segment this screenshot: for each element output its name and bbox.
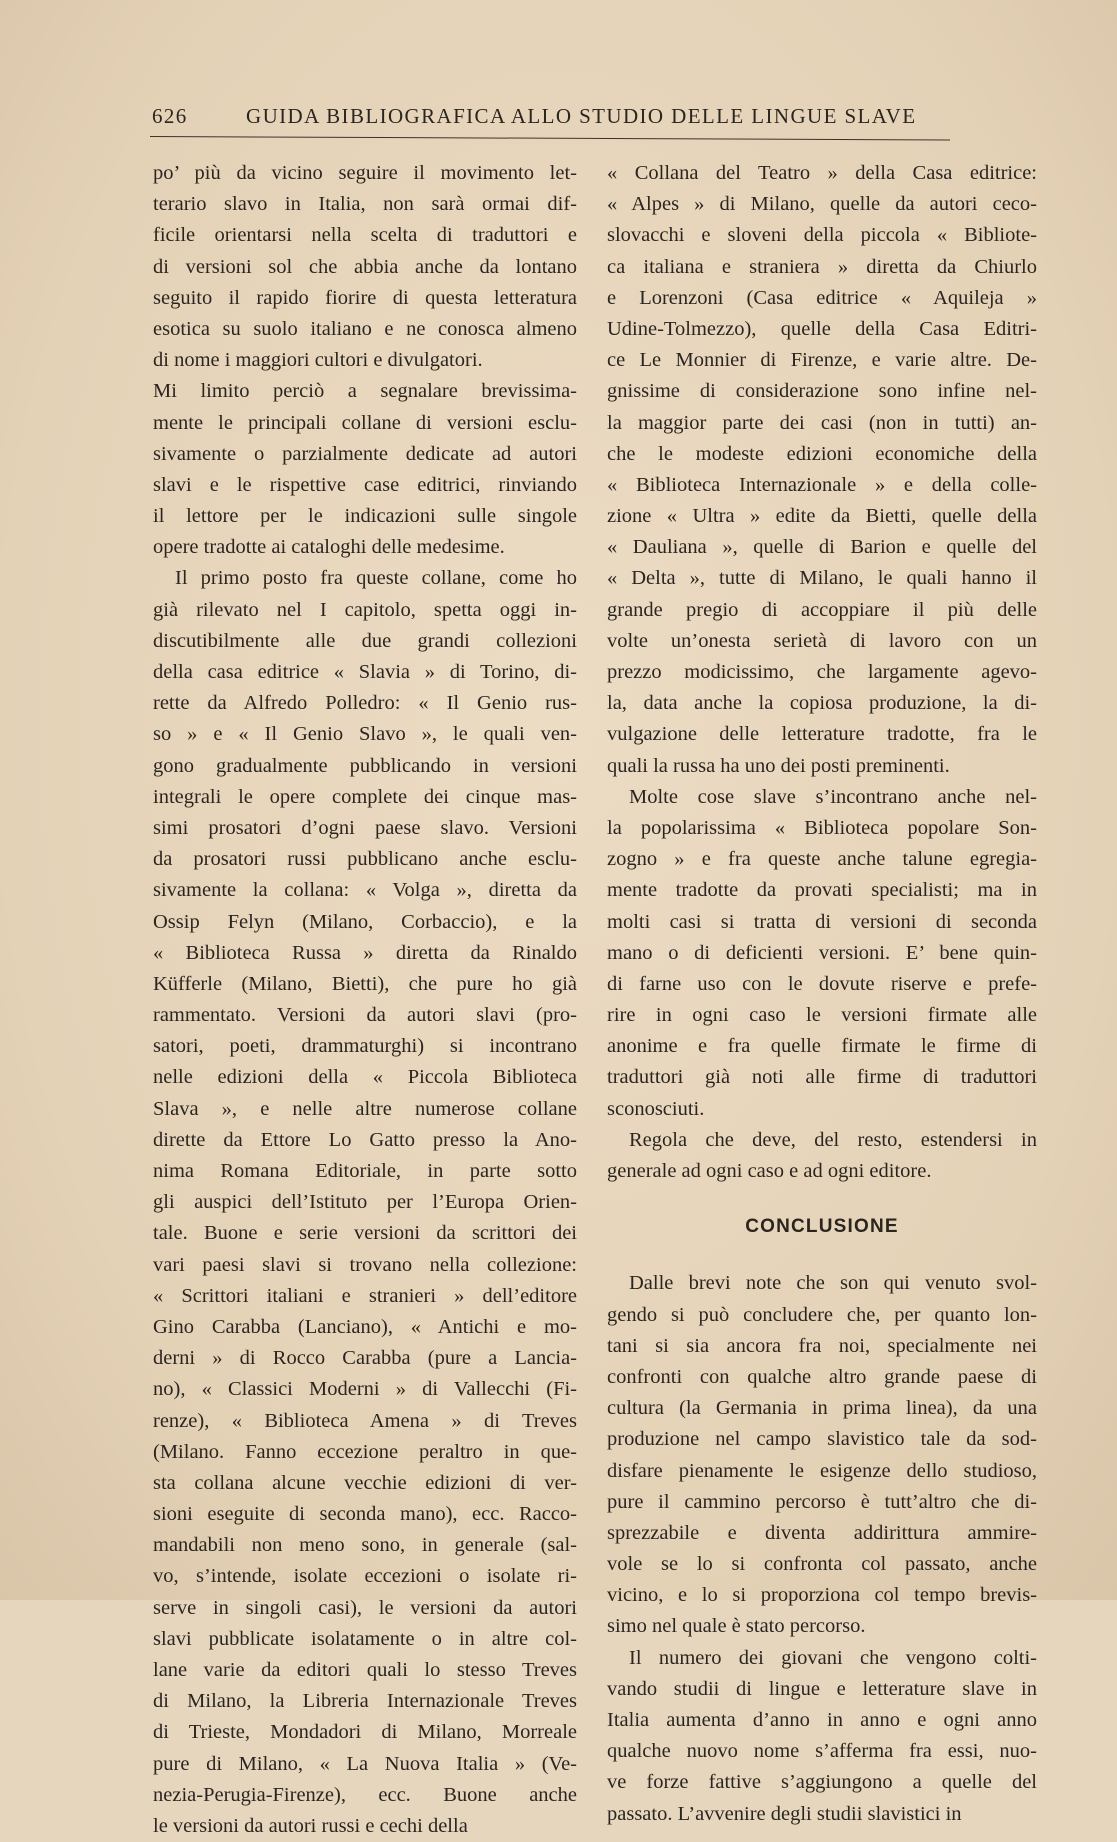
- text-line: di farne uso con le dovute riserve e prefe-: [607, 972, 1037, 995]
- text-line: ce Le Monnier di Firenze, e varie altre. De-: [607, 349, 1037, 372]
- text-line: nezia-Perugia-Firenze), ecc. Buone anche: [153, 1783, 577, 1806]
- text-line: la maggior parte dei casi (non in tutti) an-: [607, 411, 1037, 434]
- right-column-lower-text: [607, 1268, 1037, 1829]
- text-line: mente tradotte da provati specialisti; ma in: [607, 879, 1037, 902]
- text-line: pure di Milano, « La Nuova Italia » (Ve-: [153, 1752, 577, 1775]
- text-line: sconosciuti.: [607, 1097, 705, 1120]
- text-line: produzione nel campo slavistico tale da sod-: [607, 1428, 1037, 1451]
- text-line: pure il cammino percorso è tutt’altro che di-: [607, 1490, 1037, 1513]
- text-line: sta collana alcune vecchie edizioni di ver-: [153, 1471, 577, 1494]
- text-line: slovacchi e sloveni della piccola « Bibliote-: [607, 224, 1037, 247]
- text-line: qualche nuovo nome s’afferma fra essi, nuo-: [607, 1740, 1037, 1763]
- text-line: ficile orientarsi nella scelta di traduttori e: [153, 224, 577, 247]
- text-line: grande pregio di accoppiare il più delle: [607, 598, 1037, 621]
- text-line: terario slavo in Italia, non sarà ormai dif-: [153, 193, 577, 216]
- text-line: ve forze fattive s’aggiungono a quelle del: [607, 1771, 1037, 1794]
- text-line: Dalle brevi note che son qui venuto svol-: [629, 1272, 1037, 1295]
- text-line: « Delta », tutte di Milano, le quali hanno il: [607, 567, 1037, 590]
- text-line: di Trieste, Mondadori di Milano, Morreale: [153, 1721, 577, 1744]
- text-line: e Lorenzoni (Casa editrice « Aquileja »: [607, 286, 1037, 309]
- text-line: opere tradotte ai cataloghi delle medesime.: [153, 536, 505, 559]
- text-line: « Biblioteca Russa » diretta da Rinaldo: [153, 941, 577, 964]
- text-line: gli auspici dell’Istituto per l’Europa Orien-: [153, 1191, 577, 1214]
- text-line: lane varie da editori quali lo stesso Treves: [153, 1659, 577, 1681]
- text-line: la, data anche la copiosa produzione, la di-: [607, 692, 1037, 715]
- text-line: generale ad ogni caso e ad ogni editore.: [607, 1160, 932, 1182]
- text-line: prezzo modicissimo, che largamente agevo-: [607, 661, 1037, 683]
- text-line: Udine-Tolmezzo), quelle della Casa Editri-: [607, 317, 1037, 340]
- text-line: Gino Carabba (Lanciano), « Antichi e mo-: [153, 1315, 577, 1338]
- text-line: quali la russa ha uno dei posti preminenti.: [607, 754, 950, 777]
- running-head: GUIDA BIBLIOGRAFICA ALLO STUDIO DELLE LINGUE SLAVE: [246, 104, 917, 128]
- text-line: mandabili non meno sono, in generale (sal-: [153, 1534, 577, 1557]
- text-line: molti casi si tratta di versioni di seconda: [607, 910, 1037, 933]
- text-line: nelle edizioni della « Piccola Biblioteca: [153, 1066, 577, 1089]
- right-column-upper-text: [607, 158, 1037, 1187]
- text-line: tale. Buone e serie versioni da scrittori dei: [153, 1222, 577, 1245]
- text-line: vari paesi slavi si trovano nella collezione:: [153, 1253, 577, 1276]
- text-line: zione « Ultra » edite da Bietti, quelle della: [607, 505, 1037, 528]
- text-line: mente le principali collane di versioni esclu-: [153, 411, 577, 434]
- page-number: 626: [152, 104, 188, 128]
- text-line: vicino, e lo si proporziona col tempo brevis-: [607, 1584, 1037, 1607]
- text-line: sivamente la collana: « Volga », diretta da: [153, 879, 577, 902]
- text-line: renze), « Biblioteca Amena » di Treves: [153, 1409, 577, 1432]
- text-line: Il numero dei giovani che vengono colti-: [629, 1646, 1037, 1669]
- text-line: sprezzabile e diventa addirittura ammire-: [607, 1521, 1037, 1544]
- text-line: derni » di Rocco Carabba (pure a Lancia-: [153, 1347, 577, 1370]
- text-line: gono gradualmente pubblicando in versioni: [153, 754, 577, 777]
- text-line: zogno » e fra queste anche talune egregia-: [607, 848, 1037, 871]
- text-line: rammentato. Versioni da autori slavi (pro-: [153, 1004, 577, 1027]
- text-line: che le modeste edizioni economiche della: [607, 442, 1037, 465]
- text-line: passato. L’avvenire degli studii slavistici in: [607, 1802, 962, 1825]
- text-line: Küfferle (Milano, Bietti), che pure ho già: [153, 972, 577, 995]
- text-line: tani si sia ancora fra noi, specialmente nei: [607, 1334, 1037, 1357]
- header-rule: [150, 136, 950, 140]
- text-line: simi prosatori d’ogni paese slavo. Versioni: [153, 816, 577, 839]
- text-line: esotica su suolo italiano e ne conosca almeno: [153, 317, 577, 340]
- text-line: traduttori già noti alle firme di traduttori: [607, 1066, 1037, 1089]
- text-line: satori, poeti, drammaturghi) si incontrano: [153, 1035, 577, 1058]
- text-line: slavi e le rispettive case editrici, rinviando: [153, 473, 577, 496]
- text-line: la popolarissima « Biblioteca popolare Son-: [607, 816, 1037, 839]
- text-line: della casa editrice « Slavia » di Torino, di-: [153, 661, 577, 683]
- text-line: ca italiana e straniera » diretta da Chiurlo: [607, 255, 1037, 278]
- text-line: sioni eseguite di seconda mano), ecc. Racco-: [153, 1503, 577, 1526]
- text-line: « Alpes » di Milano, quelle da autori ceco-: [607, 193, 1037, 216]
- text-line: « Scrittori italiani e stranieri » dell’editore: [153, 1284, 577, 1307]
- text-line: Ossip Felyn (Milano, Corbaccio), e la: [153, 910, 577, 933]
- text-line: seguito il rapido fiorire di questa letteratura: [153, 286, 577, 309]
- text-line: di versioni sol che abbia anche da lontano: [153, 255, 577, 278]
- text-line: vando studii di lingue e letterature slave in: [607, 1677, 1037, 1700]
- text-line: « Collana del Teatro » della Casa editrice:: [607, 162, 1037, 184]
- text-line: confronti con qualche altro grande paese di: [607, 1365, 1037, 1388]
- text-line: nima Romana Editoriale, in parte sotto: [153, 1160, 577, 1182]
- text-line: cultura (la Germania in prima linea), da una: [607, 1397, 1037, 1420]
- right-column: [607, 158, 1037, 1830]
- section-title: CONCLUSIONE: [745, 1216, 899, 1238]
- text-line: simo nel quale è stato percorso.: [607, 1615, 866, 1638]
- text-line: po’ più da vicino seguire il movimento let-: [153, 162, 577, 184]
- text-line: di Milano, la Libreria Internazionale Treves: [153, 1690, 577, 1713]
- text-line: Il primo posto fra queste collane, come ho: [175, 567, 577, 590]
- text-line: integrali le opere complete dei cinque mas-: [153, 785, 577, 808]
- left-column: [153, 158, 577, 1842]
- text-line: « Dauliana », quelle di Barion e quelle del: [607, 536, 1037, 559]
- text-line: mano o di deficienti versioni. E’ bene quin-: [607, 941, 1037, 964]
- text-line: rette da Alfredo Polledro: « Il Genio rus-: [153, 692, 577, 715]
- text-line: gnissime di considerazione sono infine nel-: [607, 380, 1037, 403]
- text-line: serve in singoli casi), le versioni da autori: [153, 1596, 577, 1619]
- text-line: Italia aumenta d’anno in anno e ogni anno: [607, 1709, 1037, 1731]
- text-line: Mi limito perciò a segnalare brevissima-: [153, 380, 577, 403]
- text-line: disfare pienamente le esigenze dello studioso,: [607, 1459, 1037, 1482]
- text-line: Molte cose slave s’incontrano anche nel-: [629, 785, 1037, 808]
- page-header: [152, 104, 952, 136]
- text-line: già rilevato nel I capitolo, spetta oggi in-: [153, 598, 577, 621]
- text-line: il lettore per le indicazioni sulle singole: [153, 505, 577, 528]
- text-line: Slava », e nelle altre numerose collane: [153, 1097, 577, 1120]
- text-line: « Biblioteca Internazionale » e della colle-: [607, 473, 1037, 496]
- text-line: (Milano. Fanno eccezione peraltro in que-: [153, 1440, 577, 1463]
- text-line: discutibilmente alle due grandi collezioni: [153, 629, 577, 652]
- text-line: gendo si può concludere che, per quanto lon-: [607, 1303, 1037, 1326]
- text-line: Regola che deve, del resto, estendersi in: [629, 1128, 1037, 1151]
- text-line: slavi pubblicate isolatamente o in altre col-: [153, 1627, 577, 1650]
- text-line: da prosatori russi pubblicano anche esclu-: [153, 848, 577, 871]
- text-line: vole se lo si confronta col passato, anche: [607, 1553, 1037, 1576]
- text-line: rire in ogni caso le versioni firmate alle: [607, 1004, 1037, 1027]
- text-line: dirette da Ettore Lo Gatto presso la Ano-: [153, 1128, 577, 1151]
- text-line: le versioni da autori russi e cechi della: [153, 1814, 468, 1837]
- text-line: anonime e fra quelle firmate le firme di: [607, 1035, 1037, 1058]
- text-line: vulgazione delle letterature tradotte, fra le: [607, 723, 1037, 746]
- text-line: di nome i maggiori cultori e divulgatori.: [153, 349, 483, 372]
- text-line: vo, s’intende, isolate eccezioni o isolate ri-: [153, 1565, 577, 1588]
- text-line: sivamente o parzialmente dedicate ad autori: [153, 442, 577, 465]
- text-line: volte un’onesta serietà di lavoro con un: [607, 629, 1037, 652]
- text-line: so » e « Il Genio Slavo », le quali ven-: [153, 723, 577, 746]
- text-line: no), « Classici Moderni » di Vallecchi (Fi-: [153, 1378, 577, 1401]
